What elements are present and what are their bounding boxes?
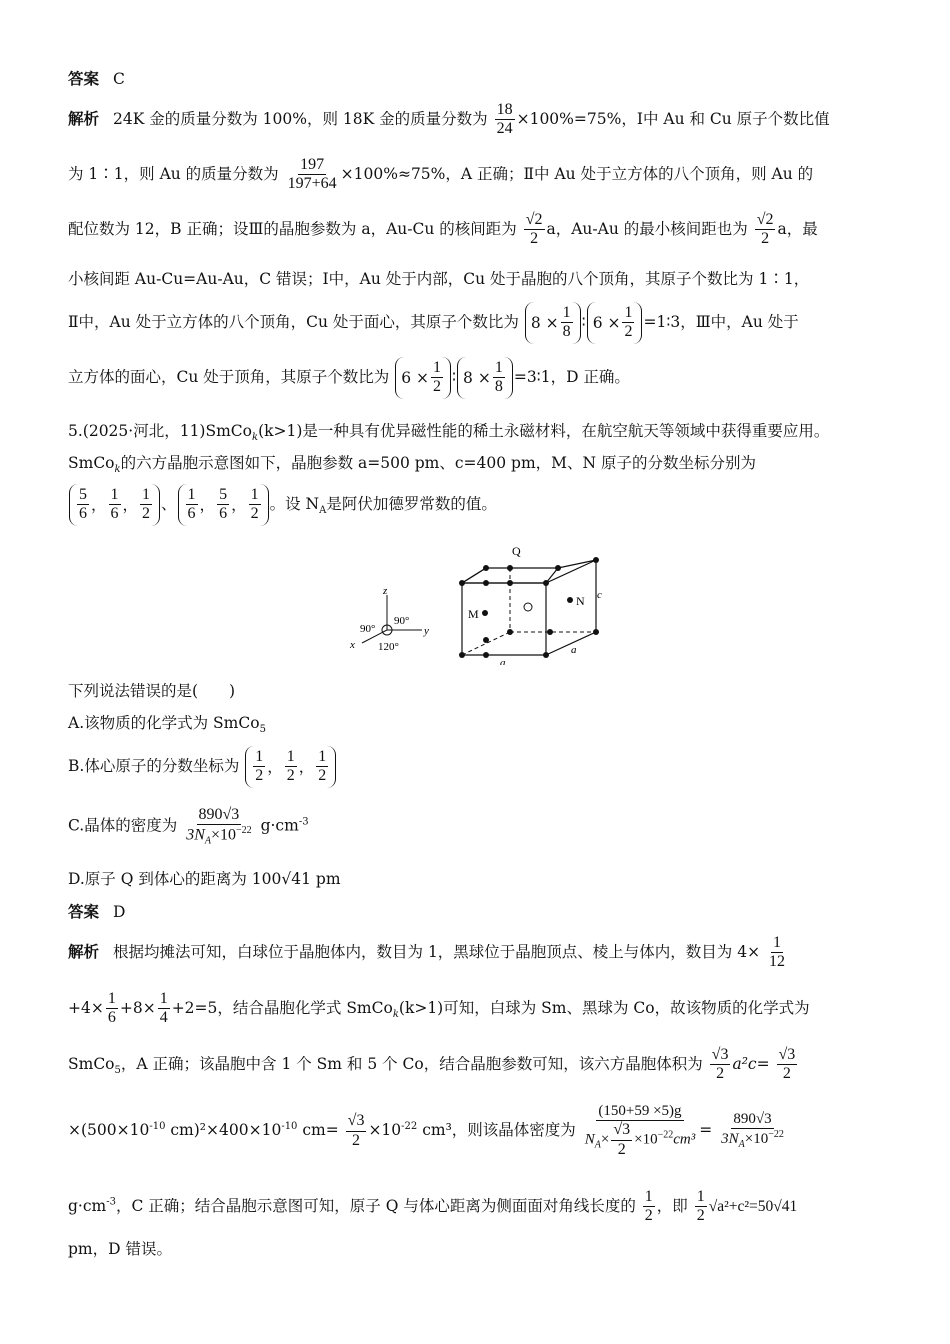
q4-analysis-line-2 [68,156,813,194]
paren-group: 6 × $\frac{1}{2}$ [587,302,643,344]
angle-label: 90° [394,615,410,627]
answer-label: 答案 [68,903,100,921]
fraction: $\frac{197}{197+64}$ [287,156,337,193]
q5-analysis-line-5: $g\cdot cm^{-3}$，C 正确；结合晶胞示意图可知，原子 Q 与体心距离为侧面面对角线长度的 $\frac{1}{2}$ ，即 $\frac{1}{2}$ √a²+c²=50√41 [68,1188,798,1225]
text: a，Au-Au 的最小核间距也为 [546,219,748,238]
text: =3∶1，D 正确。 [513,367,630,386]
q4-answer-line [68,70,125,89]
coord-n: $\frac{1}{6}$ ， $\frac{5}{6}$ ， $\frac{1}{2}$ [178,484,269,526]
axis-z: z [383,585,388,597]
hexagonal-cell-figure [340,540,620,665]
paren-group: 6 × $\frac{1}{2}$ [395,357,451,399]
q5-stem-line-2: SmCo$_k$的六方晶胞示意图如下，晶胞参数 a=500 pm、c=400 pm，M、N 原子的分数坐标分别为 [68,454,757,476]
coord-m: $\frac{5}{6}$ ， $\frac{1}{6}$ ， $\frac{1}{2}$ [69,484,160,526]
axis-x: x [350,639,355,651]
option-b: B.体心原子的分数坐标为 $\frac{1}{2}$ ， $\frac{1}{2}$ ， $\frac{1}{2}$ [68,746,337,788]
paren-group: 8 × $\frac{1}{8}$ [525,302,581,344]
axes [362,595,422,643]
label-m: M [468,607,479,621]
option-c: C.晶体的密度为 $\frac{890√3}{3N_A\times 10^{-22}}$ $g\cdot cm^{-3}$ [68,806,309,847]
q4-analysis-line-1 [68,101,830,139]
text: 24K 金的质量分数为 100%，则 18K 金的质量分数为 [113,109,488,128]
q5-analysis-line-3: SmCo$_5$，A 正确；该晶胞中含 1 个 Sm 和 5 个 Co，结合晶胞参数可知，该六方晶胞体积为 $\frac{√3}{2}$ a²c= $\frac{√3}{2}$ [68,1046,796,1083]
label-q: Q [512,544,521,558]
label-c: c [597,589,602,601]
q5-stem-line-1: 5.(2025·河北，11)SmCo$_k$(k>1)是一种具有优异磁性能的稀土永磁材料，在航空航天等领域中获得重要应用。 [68,422,830,444]
label-n: N [576,594,585,608]
text: ×100%≈75%，A 正确；Ⅱ中 Au 处于立方体的八个顶角，则 Au 的 [340,164,814,183]
q5-analysis-line-1: 解析 根据均摊法可知，白球位于晶胞体内，数目为 1，黑球位于晶胞顶点、棱上与体内，数目为 4× $\frac{1}{12}$ [68,934,786,971]
answer-label: 答案 [68,70,100,88]
fraction: $\frac{18}{24}$ [496,101,513,138]
text: 立方体的面心，Cu 处于顶角，其原子个数比为 [68,367,390,386]
sm-atom [524,603,532,611]
hidden-edges [462,568,596,655]
q4-analysis-line-5: Ⅱ中，Au 处于立方体的八个顶角，Cu 处于面心，其原子个数比为 8 × $\frac{1}{8}$ ∶ 6 × $\frac{1}{2}$ =1∶3，Ⅲ中，Au 处于 [68,302,799,344]
option-a: A.该物质的化学式为 SmCo$_5$ [68,714,266,736]
text: a，最 [777,219,818,238]
analysis-label: 解析 [68,109,100,128]
angle-label: 120° [378,641,399,653]
text: Ⅱ中，Au 处于立方体的八个顶角，Cu 处于面心，其原子个数比为 [68,312,519,331]
q5-analysis-line-6: pm，D 错误。 [68,1240,172,1258]
q4-analysis-line-6: 立方体的面心，Cu 处于顶角，其原子个数比为 6 × $\frac{1}{2}$ ∶ 8 × $\frac{1}{8}$ =3∶1，D 正确。 [68,357,630,399]
option-d: D.原子 Q 到体心的距离为 100√41 pm [68,870,341,888]
text: 为 1∶1，则 Au 的质量分数为 [68,164,279,183]
axis-y: y [424,625,429,637]
q5-analysis-line-4: $\times(500\times 10^{-10}$ $cm)^2\times 400\times 10^{-10}$ cm= $\frac{√3}{2}$ $\times 10^{-22}$ cm³，则该晶体密度为 (150+59 ×5)g $N_A\times$ $\frac{√3}{2}$ $\times 10^{-22}cm^3$ = $\frac{890√3}{3N_A\times 10^{-22}}$ [68,1103,784,1158]
q5-answer-line [68,903,125,922]
q4-analysis-line-3 [68,211,818,249]
angle-label: 90° [360,623,376,635]
answer-value: D [113,903,126,921]
paren-group: 8 × $\frac{1}{8}$ [457,357,513,399]
q5-stem-line-3: $\frac{5}{6}$ ， $\frac{1}{6}$ ， $\frac{1}{2}$ 、 $\frac{1}{6}$ ， $\frac{5}{6}$ ， $\frac{1}{2}$ 。设 $N_A$是阿伏加德罗常数的值。 [68,484,497,526]
text: =1∶3，Ⅲ中，Au 处于 [643,312,799,331]
analysis-label: 解析 [68,942,100,961]
q5-question: 下列说法错误的是( ) [68,682,236,700]
answer-value: C [113,70,125,88]
label-a: a [571,644,577,656]
text: 配位数为 12，B 正确；设Ⅲ的晶胞参数为 a，Au-Cu 的核间距为 [68,219,517,238]
fraction: $\frac{√2}{2}$ [756,211,774,248]
q4-analysis-line-4: 小核间距 Au-Cu=Au-Au，C 错误；Ⅰ中，Au 处于内部，Cu 处于晶胞的八个顶角，其原子个数比为 1∶1， [68,270,810,288]
text: ×100%=75%，Ⅰ中 Au 和 Cu 原子个数比值 [516,109,830,128]
q5-analysis-line-2: +4× $\frac{1}{6}$ +8× $\frac{1}{4}$ +2=5，结合晶胞化学式 SmCo$_k$(k>1)可知，白球为 Sm、黑球为 Co，故该物质的化学式为 [68,990,810,1027]
label-a: a [500,657,506,665]
fraction: $\frac{√2}{2}$ [525,211,543,248]
